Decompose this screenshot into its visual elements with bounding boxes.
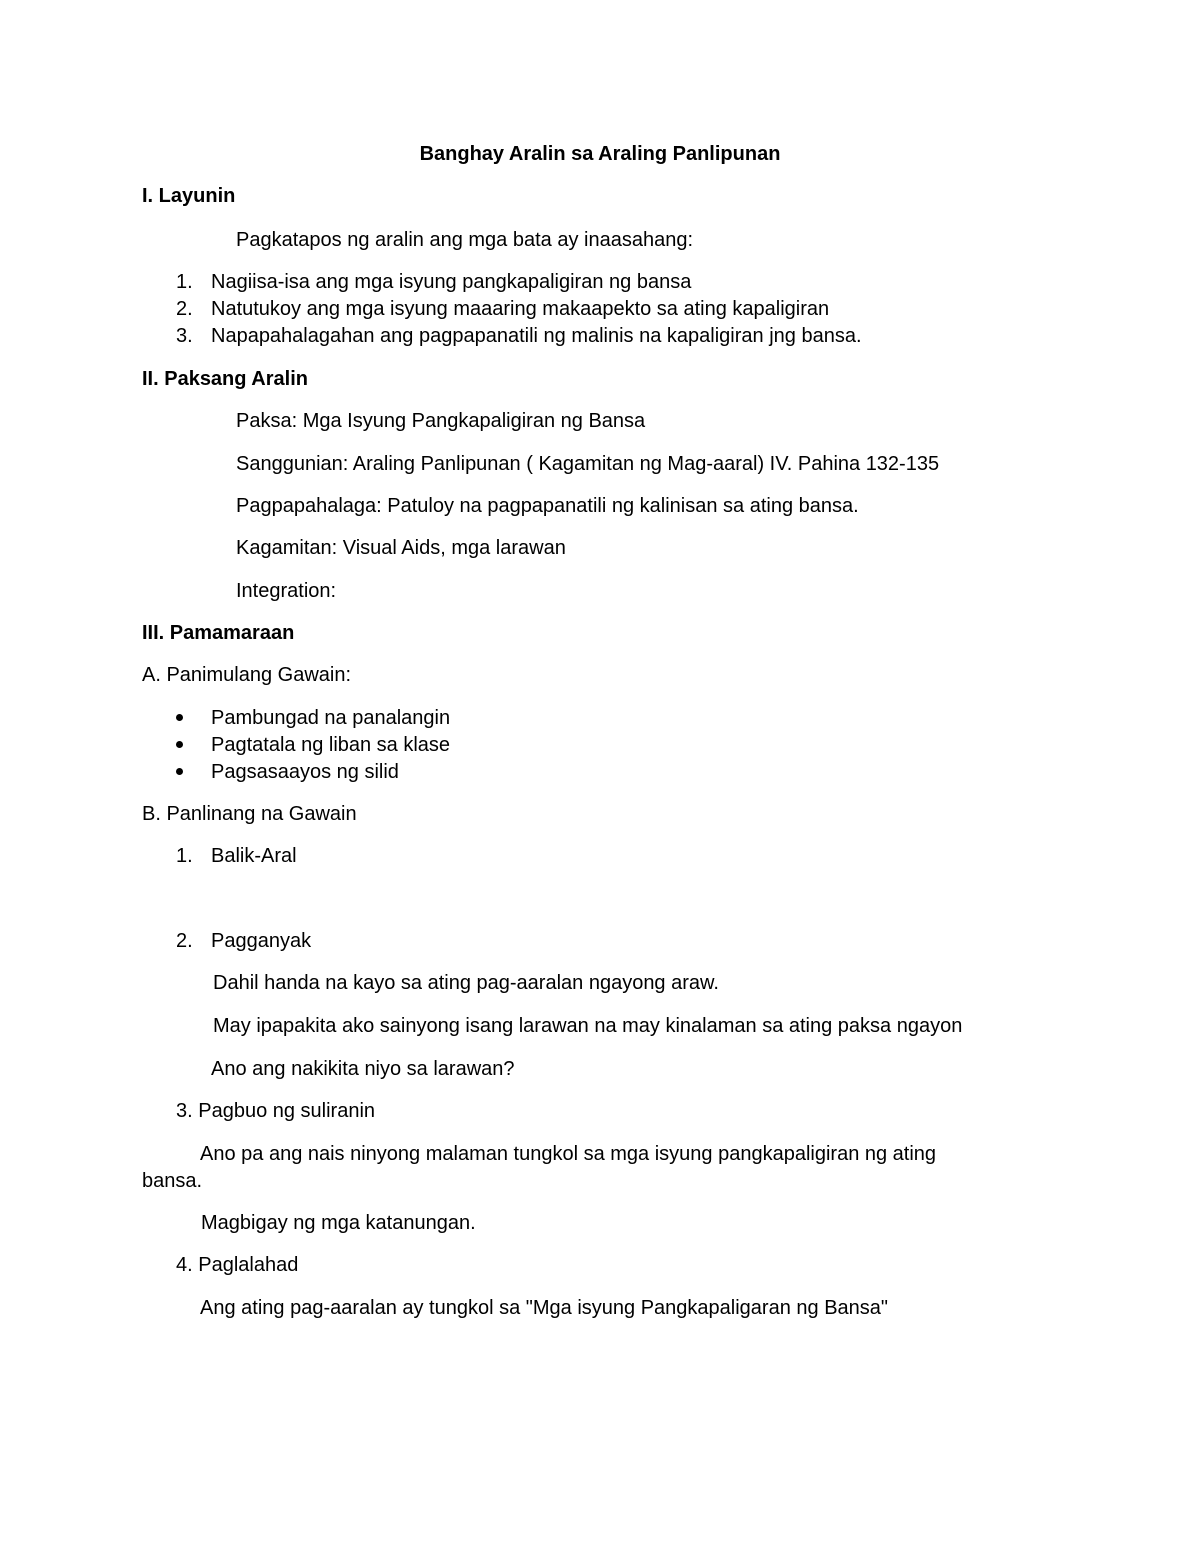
bullet-icon (176, 714, 183, 721)
section-heading-pamamaraan: III. Pamamaraan (142, 622, 295, 644)
list-number: 2. (176, 930, 193, 952)
suliranin-line: Ano pa ang nais ninyong malaman tungkol sa mga isyung pangkapaligiran ng ating (200, 1143, 937, 1165)
pagganyak-line: Dahil handa na kayo sa ating pag-aaralan ngayong araw. (213, 972, 719, 994)
suliranin-line-continuation: bansa. (142, 1170, 203, 1192)
bullet-icon (176, 741, 183, 748)
list-number: 1. (176, 271, 193, 293)
list-item: Pagganyak (211, 930, 312, 952)
pagpapahalaga-line: Pagpapahalaga: Patuloy na pagpapanatili ng kalinisan sa ating bansa. (236, 495, 859, 517)
subheading-paglalahad: 4. Paglalahad (176, 1254, 299, 1276)
list-number: 2. (176, 298, 193, 320)
list-item: Napapahalagahan ang pagpapanatili ng malinis na kapaligiran jng bansa. (211, 325, 862, 347)
integration-line: Integration: (236, 580, 337, 602)
layunin-intro: Pagkatapos ng aralin ang mga bata ay inaasahang: (236, 229, 694, 251)
pagganyak-line: Ano ang nakikita niyo sa larawan? (211, 1058, 515, 1080)
list-item: Pagsasaayos ng silid (211, 761, 399, 783)
list-number: 3. (176, 325, 193, 347)
document-title: Banghay Aralin sa Araling Panlipunan (419, 143, 781, 165)
subheading-pagbuo-ng-suliranin: 3. Pagbuo ng suliranin (176, 1100, 376, 1122)
list-item: Pambungad na panalangin (211, 707, 451, 729)
kagamitan-line: Kagamitan: Visual Aids, mga larawan (236, 537, 566, 559)
list-item: Nagiisa-isa ang mga isyung pangkapaligiran ng bansa (211, 271, 692, 293)
paglalahad-line: Ang ating pag-aaralan ay tungkol sa "Mga isyung Pangkapaligaran ng Bansa" (200, 1297, 888, 1319)
section-heading-layunin: I. Layunin (142, 185, 236, 207)
section-heading-paksang-aralin: II. Paksang Aralin (142, 368, 308, 390)
pagganyak-line: May ipapakita ako sainyong isang larawan na may kinalaman sa ating paksa ngayon (213, 1015, 963, 1037)
subheading-panimulang-gawain: A. Panimulang Gawain: (142, 664, 352, 686)
bullet-icon (176, 768, 183, 775)
list-number: 1. (176, 845, 193, 867)
list-item: Balik-Aral (211, 845, 297, 867)
subheading-panlinang-na-gawain: B. Panlinang na Gawain (142, 803, 357, 825)
sanggunian-line: Sanggunian: Araling Panlipunan ( Kagamitan ng Mag-aaral) IV. Pahina 132-135 (236, 453, 940, 475)
list-item: Pagtatala ng liban sa klase (211, 734, 451, 756)
suliranin-line: Magbigay ng mga katanungan. (201, 1212, 476, 1234)
paksa-line: Paksa: Mga Isyung Pangkapaligiran ng Bansa (236, 410, 646, 432)
list-item: Natutukoy ang mga isyung maaaring makaapekto sa ating kapaligiran (211, 298, 830, 320)
